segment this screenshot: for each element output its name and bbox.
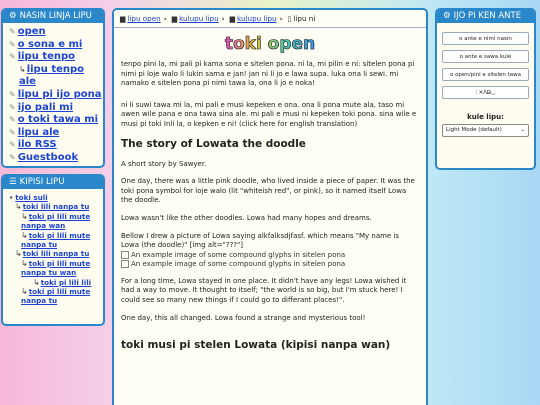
folder-icon: ▆: [171, 14, 178, 23]
settings-header: ⚙ IJO PI KEN ANTE: [437, 10, 534, 23]
theme-select[interactable]: Light Mode (default) ⌄: [442, 124, 529, 137]
chevron-right-icon: ›: [279, 14, 283, 23]
chevron-right-icon: ›: [163, 14, 167, 23]
broken-image-icon: [121, 251, 129, 259]
breadcrumb-link[interactable]: lipu open: [127, 14, 161, 23]
nav-item-contact[interactable]: ✎ o toki tawa mi: [9, 114, 99, 126]
subitem-arrow-icon: ↳: [15, 249, 22, 259]
nav-item-guestbook[interactable]: ✎ Guestbook: [9, 151, 79, 163]
nav-item-projects[interactable]: ✎ ijo pali mi: [9, 101, 74, 113]
chevron-right-icon: ›: [221, 14, 225, 23]
gear-icon: ⚙: [443, 11, 451, 21]
pencil-icon: ✎: [9, 52, 16, 62]
breadcrumb-current: lipu ni: [293, 14, 316, 23]
pencil-icon: ✎: [9, 127, 16, 137]
broken-image-icon: [121, 260, 129, 268]
change-font-button[interactable]: o ante e nimi nasin: [442, 32, 529, 45]
folder-icon: ▆: [120, 14, 126, 23]
pencil-icon: ✎: [9, 115, 16, 125]
chevron-down-icon: ⌄: [520, 127, 525, 133]
main-content-panel: [112, 8, 428, 405]
subitem-arrow-icon: ↳: [21, 287, 28, 297]
paragraph: One day, there was a little pink doodle, who lived inside a piece of paper. It was the toki pona symbol for loje walo (lit "whiteish red", or pink), so it named itself Lowa the doodle.: [121, 177, 415, 205]
glyph-toggle-button[interactable]: ᛁ✕ᐱᗷ◡: [442, 86, 529, 99]
breadcrumb-link[interactable]: kulupu lipu: [179, 14, 219, 23]
nav-panel: [1, 8, 105, 168]
toc-item[interactable]: ↳toki pi lili lili: [33, 277, 92, 287]
nav-item-blog-all[interactable]: ↳lipu tenpo ale: [19, 63, 85, 88]
nav-header: ⚙ NASIN LINJA LIPU: [3, 10, 103, 23]
pencil-icon: ✎: [9, 140, 16, 150]
paragraph: Bellow I drew a picture of Lowa saying alkfalksdjfasf. which means "My name is Lowa (the doodle)" [img alt="???"]: [121, 231, 400, 250]
toc-item[interactable]: ↳toki pi lili mute nanpa tu: [21, 230, 91, 250]
folder-icon: ▆: [229, 14, 236, 23]
section-heading: toki musi pi stelen Lowata (kipisi nanpa wan): [121, 339, 391, 352]
nav-list: [3, 23, 103, 165]
breadcrumb-link[interactable]: kulupu lipu: [237, 14, 277, 23]
broken-image: An example image of some compound glyphs in sitelen pona: [121, 251, 419, 260]
paragraph: One day, this all changed. Lowa found a strange and mysterious tool!: [121, 313, 366, 322]
file-icon: ▯: [287, 14, 292, 23]
toc-panel: [1, 174, 105, 326]
page-title: toki open: [224, 34, 316, 54]
subitem-arrow-icon: ↳: [21, 211, 28, 221]
pencil-icon: ✎: [9, 89, 16, 99]
section-heading: The story of Lowata the doodle: [121, 137, 306, 150]
nav-item-all-pages[interactable]: ✎ lipu ale: [9, 126, 60, 138]
change-color-button[interactable]: o ante e sawa kule: [442, 50, 529, 63]
settings-panel: [435, 8, 536, 170]
toc-list: [3, 189, 103, 306]
nav-item-cool-stuff[interactable]: ✎ lipu pi ijo pona: [9, 88, 102, 100]
toc-item[interactable]: ↳toki pi lili mute nanpa tu: [21, 287, 91, 306]
toc-item[interactable]: • toki suli: [9, 193, 48, 202]
subitem-arrow-icon: ↳: [21, 258, 28, 268]
subitem-arrow-icon: ↳: [21, 230, 28, 240]
toc-header: ☰ KIPISI LIPU: [3, 176, 103, 189]
broken-image: An example image of some compound glyphs in sitelen pona: [121, 260, 419, 269]
pencil-icon: ✎: [9, 102, 16, 112]
toc-item[interactable]: ↳toki lili nanpa tu: [15, 249, 90, 259]
paragraph: For a long time, Lowa stayed in one place. It didn't have any legs! Lowa wished it had a way to move. It thought to itself; "the world is so big, but I'm stuck here! I could see so many new things if I could go to differant places!".: [121, 276, 407, 304]
gear-icon: ⚙: [9, 11, 17, 21]
breadcrumb: [114, 10, 426, 28]
nav-item-open[interactable]: ✎ open: [9, 26, 46, 37]
nav-item-about[interactable]: ✎ o sona e mi: [9, 38, 83, 50]
nav-item-rss[interactable]: ✎ ilo RSS: [9, 139, 57, 151]
bullet-icon: •: [9, 193, 14, 202]
toc-item[interactable]: ↳toki pi lili mute nanpa wan: [21, 211, 91, 231]
theme-label: kule lipu:: [467, 113, 504, 121]
paragraph: ni li suwi tawa mi la, mi pali e musi kepeken e ona. ona li pona mute ala, taso mi awen wile pana e ona tawa sina ale. mi pali e musi ni kepeken toki pona. sina wile e musi pi toki Inli la, o kepken e ni! (click here for english translation): [121, 100, 417, 128]
subitem-arrow-icon: ↳: [15, 202, 22, 212]
list-icon: ☰: [9, 177, 17, 187]
paragraph: Lowa wasn't like the other doodles. Lowa had many hopes and dreams.: [121, 213, 372, 222]
toggle-animation-button[interactable]: o open/pini e sitelen tawa: [442, 68, 529, 81]
subitem-arrow-icon: ↳: [19, 64, 26, 74]
toc-item[interactable]: ↳toki lili nanpa tu: [15, 202, 90, 212]
pencil-icon: ✎: [9, 39, 16, 49]
paragraph: A short story by Sawyer.: [121, 159, 207, 168]
paragraph: tenpo pini la, mi pali pi kama sona e sitelen pona. ni la, mi pilin e ni: sitelen pona pi nimi pi loje walo li lukin sama e jan! jan ni li jo e lawa supa. luka ona li sewi. mi namako e sitelen pona pi nimi tawa la, ona li jo e noka!: [121, 60, 415, 88]
pencil-icon: ✎: [9, 27, 16, 36]
pencil-icon: ✎: [9, 152, 16, 162]
article: [114, 34, 426, 351]
subitem-arrow-icon: ↳: [33, 277, 40, 287]
toc-item[interactable]: ↳toki pi lili mute nanpa tu wan: [21, 258, 91, 278]
nav-item-blog[interactable]: ✎ lipu tenpo: [9, 51, 76, 63]
